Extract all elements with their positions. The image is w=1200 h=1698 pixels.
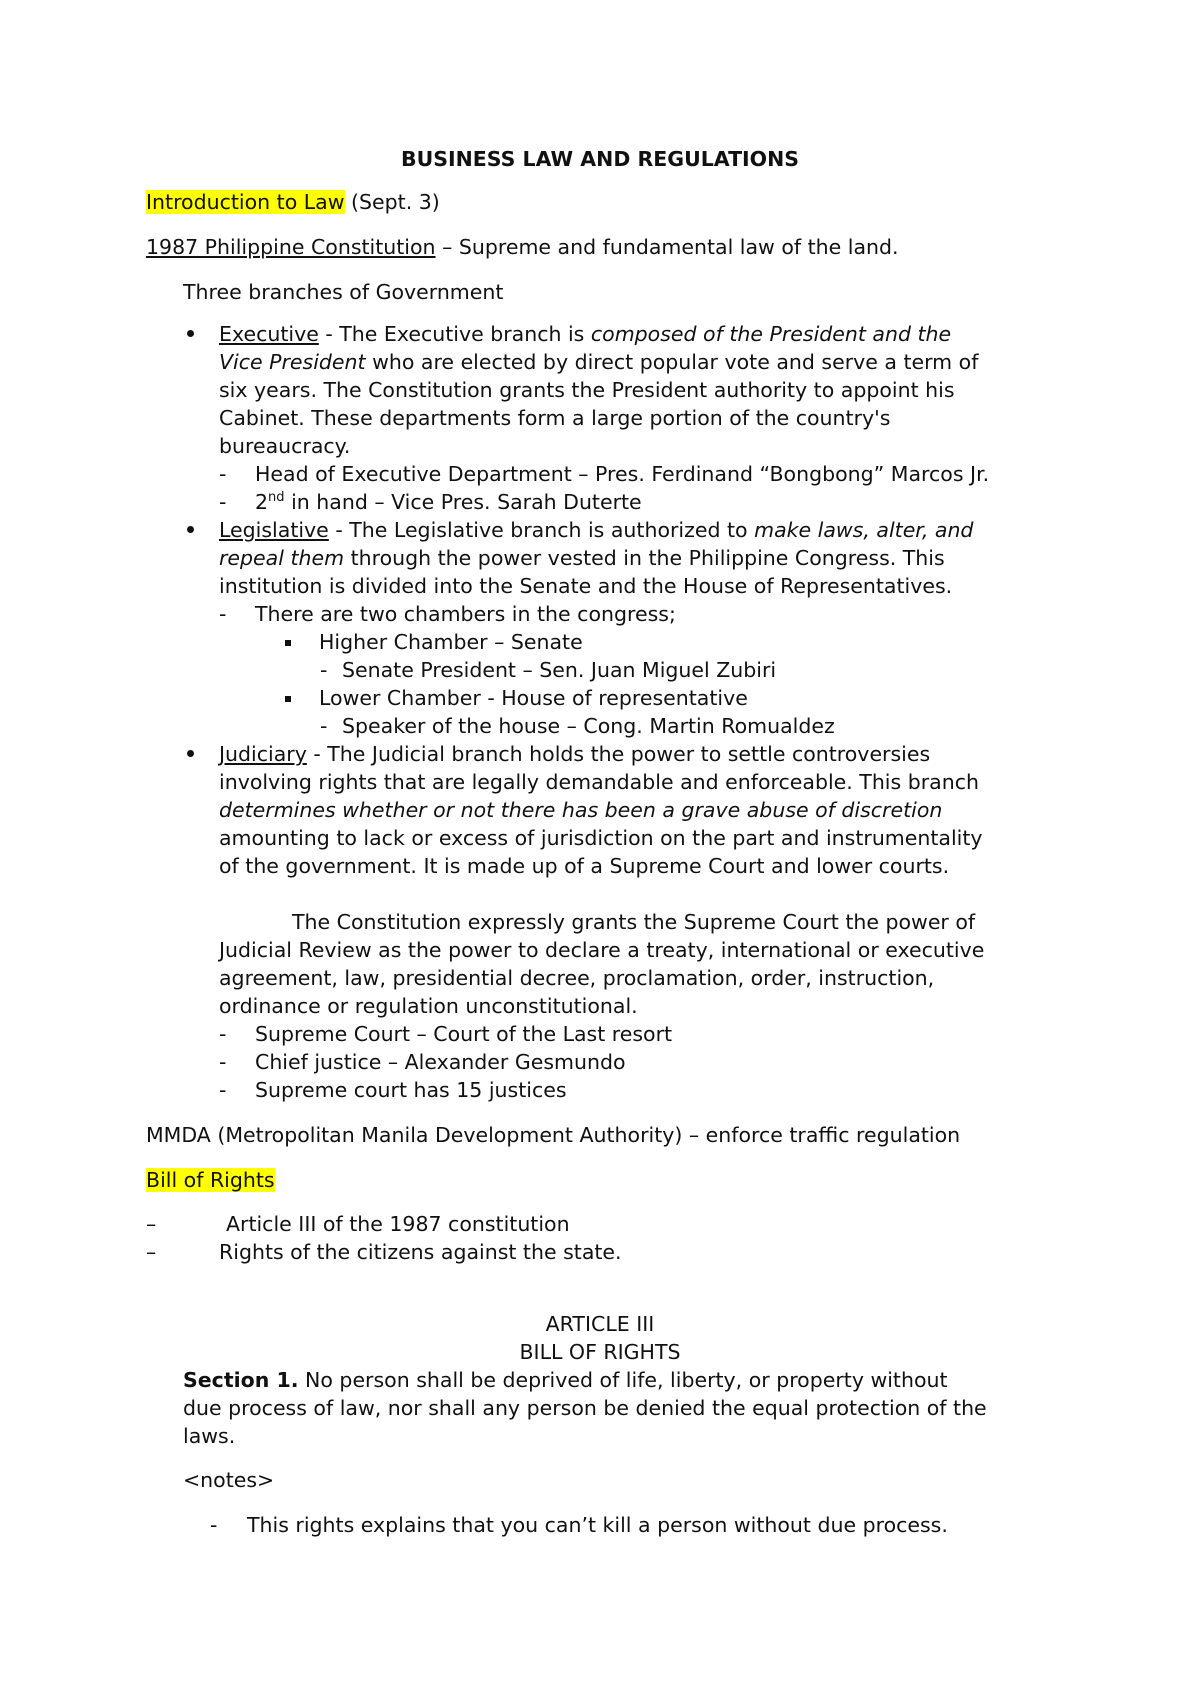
judiciary-label: Judiciary [219,742,307,766]
constitution-text: – Supreme and fundamental law of the land. [435,235,899,259]
judiciary-line-1 [219,740,930,768]
justices-count-item: Supreme court has 15 justices [255,1078,567,1102]
executive-italic: Vice President [219,350,366,374]
bill-heading-line [146,1166,275,1194]
legislative-line-3: institution is divided into the Senate and the House of Representatives. [219,574,953,598]
dash-marker: - [320,714,328,738]
judicial-review-line-3: agreement, law, presidential decree, proclamation, order, instruction, [219,966,935,990]
executive-head: Head of Executive Department – Pres. Ferdinand “Bongbong” Marcos Jr. [255,462,990,486]
executive-italic: composed of the President and the [590,322,952,346]
legislative-line-2 [219,544,945,572]
notes-item: This rights explains that you can’t kill a person without due process. [247,1513,948,1537]
judiciary-line-5: of the government. It is made up of a Supreme Court and lower courts. [219,854,950,878]
bullet-icon [187,330,194,337]
judiciary-line-2: involving rights that are legally demandable and enforceable. This branch [219,770,979,794]
executive-text: - The Executive branch is [318,322,591,346]
legislative-italic: repeal them [219,546,345,570]
section1-label: Section 1. [183,1368,299,1392]
notes-label: <notes> [183,1468,275,1492]
constitution-line [146,233,899,261]
section1-line-2: due process of law, nor shall any person be denied the equal protection of the [183,1396,987,1420]
legislative-text: - The Legislative branch is authorized to [328,518,755,542]
legislative-line-1 [219,516,973,544]
legislative-chambers: There are two chambers in the congress; [255,602,676,626]
legislative-label: Legislative [219,518,329,542]
executive-second-suffix: nd [268,490,285,506]
section1-line-1 [183,1366,948,1394]
dash-marker: - [219,1022,227,1046]
executive-second-text: in hand – Vice Pres. Sarah Duterte [284,490,642,514]
judicial-review-line-1: The Constitution expressly grants the Supreme Court the power of [292,910,976,934]
legislative-text: through the power vested in the Philippine Congress. This [344,546,945,570]
dash-marker: - [210,1513,218,1537]
section1-text: No person shall be deprived of life, liberty, or property without [298,1368,948,1392]
square-bullet-icon [285,696,291,702]
executive-line-5: bureaucracy. [219,434,351,458]
dash-marker: - [219,1050,227,1074]
document-title: BUSINESS LAW AND REGULATIONS [400,147,800,171]
dash-marker: - [320,658,328,682]
mmda-line: MMDA (Metropolitan Manila Development Authority) – enforce traffic regulation [146,1123,961,1147]
legislative-italic: make laws, alter, and [754,518,974,542]
intro-line [146,188,440,216]
supreme-court-item: Supreme Court – Court of the Last resort [255,1022,673,1046]
judiciary-text: - The Judicial branch holds the power to settle controversies [306,742,931,766]
bill-item-2: Rights of the citizens against the state. [219,1240,622,1264]
endash-marker: – [146,1212,157,1236]
judicial-review-line-4: ordinance or regulation unconstitutional. [219,994,638,1018]
house-speaker: Speaker of the house – Cong. Martin Romualdez [342,714,835,738]
senate-president: Senate President – Sen. Juan Miguel Zubiri [342,658,777,682]
section1-line-3: laws. [183,1424,236,1448]
dash-marker: - [219,490,227,514]
judiciary-line-4: amounting to lack or excess of jurisdiction on the part and instrumentality [219,826,983,850]
dash-marker: - [219,1078,227,1102]
bullet-icon [187,750,194,757]
judicial-review-line-2: Judicial Review as the power to declare a treaty, international or executive [219,938,985,962]
executive-line-2 [219,348,978,376]
constitution-label: 1987 Philippine Constitution [146,235,436,259]
chief-justice-item: Chief justice – Alexander Gesmundo [255,1050,626,1074]
lower-chamber: Lower Chamber - House of representative [319,686,748,710]
higher-chamber: Higher Chamber – Senate [319,630,583,654]
bill-item-1: Article III of the 1987 constitution [226,1212,570,1236]
square-bullet-icon [285,640,291,646]
executive-line-3: six years. The Constitution grants the President authority to appoint his [219,378,955,402]
executive-second-number: 2 [255,490,269,514]
intro-date: (Sept. 3) [344,190,440,214]
intro-label: Introduction to Law [146,190,345,214]
branches-heading: Three branches of Government [183,280,504,304]
executive-text: who are elected by direct popular vote and serve a term of [365,350,979,374]
bill-heading: Bill of Rights [146,1168,275,1192]
dash-marker: - [219,462,227,486]
bullet-icon [187,526,194,533]
endash-marker: – [146,1240,157,1264]
executive-label: Executive [219,322,319,346]
executive-line-4: Cabinet. These departments form a large portion of the country's [219,406,891,430]
dash-marker: - [219,602,227,626]
judiciary-line-3: determines whether or not there has been a grave abuse of discretion [219,798,943,822]
article-subheading: BILL OF RIGHTS [519,1340,681,1364]
executive-line-1 [219,320,951,348]
executive-second [255,488,642,516]
article-heading: ARTICLE III [545,1312,655,1336]
